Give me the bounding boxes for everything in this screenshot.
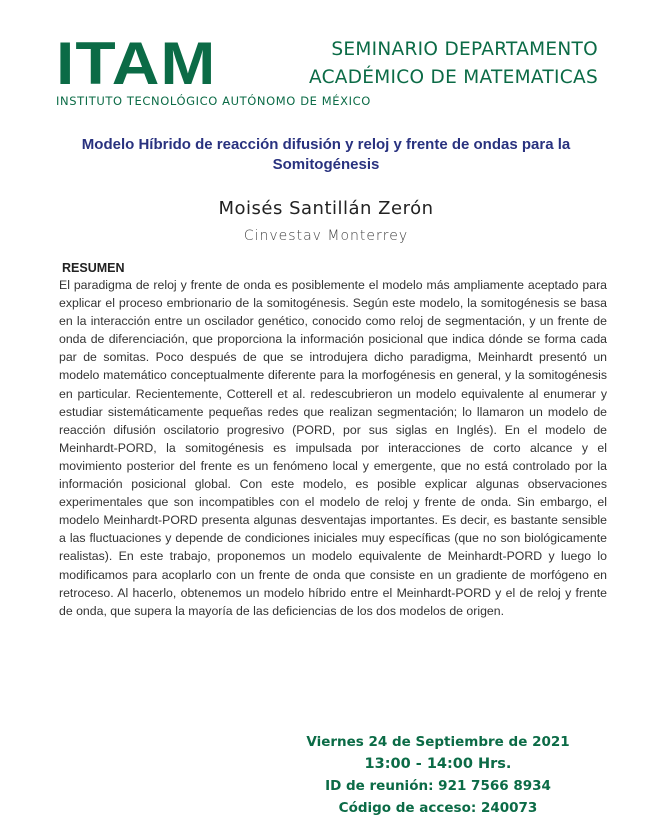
- event-details: [300, 731, 576, 819]
- seminar-title: [309, 36, 598, 92]
- meeting-id: ID de reunión: 921 7566 8934: [325, 778, 551, 794]
- itam-logo: ITAM: [56, 28, 217, 97]
- institution-name: INSTITUTO TECNOLÓGICO AUTÓNOMO DE MÉXICO: [56, 94, 371, 108]
- access-code: Código de acceso: 240073: [338, 800, 538, 816]
- event-time: 13:00 - 14:00 Hrs.: [364, 756, 512, 772]
- speaker-name: Moisés Santillán Zerón: [218, 198, 434, 219]
- seminar-title-line1: SEMINARIO DEPARTAMENTO: [331, 39, 598, 60]
- abstract-heading: RESUMEN: [62, 261, 125, 275]
- speaker-affiliation: Cinvestav Monterrey: [243, 228, 409, 244]
- event-date: Viernes 24 de Septiembre de 2021: [306, 734, 570, 750]
- abstract-text: El paradigma de reloj y frente de onda es posiblemente el modelo más ampliamente aceptado para explicar el proceso embrionario de la somitogénesis. Según este modelo, la somitogénesis se basa en la interacción entre un oscilador genético, conocido como reloj de segmentación, y un frente de onda de diferenciación, que proporciona la información posicional que indica dónde se forma cada par de somitas. Poco después de que se introdujera dicho paradigma, Meinhardt presentó un modelo matemático conceptualmente diferente para la morfogénesis en general, y la somitogénesis en particular. Recientemente, Cotterell et al. redescubrieron un modelo equivalente al enumerar y estudiar sistemáticamente pequeñas redes que realizan segmentación; lo llamaron un modelo de reacción difusión oscilatorio progresivo (PORD, por sus siglas en Inglés). En el modelo de Meinhardt-PORD, la somitogénesis es impulsada por interacciones de corto alcance y el movimiento posterior del frente es un fenómeno local y emergente, que no está controlado por la información posicional global. Con este modelo, es posible explicar algunas observaciones experimentales que son incompatibles con el modelo de reloj y frente de onda. Sin embargo, el modelo Meinhardt-PORD presenta algunas desventajas importantes. Es decir, es bastante sensible a las fluctuaciones y depende de condiciones iniciales muy específicas (que no son biológicamente realistas). En este trabajo, proponemos un modelo equivalente de Meinhardt-PORD y luego lo modificamos para acoplarlo con un frente de onda que consiste en un gradiente de morfógeno en retroceso. Al hacerlo, obtenemos un modelo híbrido entre el Meinhardt-PORD y el de reloj y frente de onda, que supera la mayoría de las deficiencias de los dos modelos de origen.: [59, 278, 607, 618]
- talk-title: Modelo Híbrido de reacción difusión y reloj y frente de ondas para la Somitogénesis: [81, 136, 571, 173]
- seminar-title-line2: ACADÉMICO DE MATEMATICAS: [308, 67, 598, 88]
